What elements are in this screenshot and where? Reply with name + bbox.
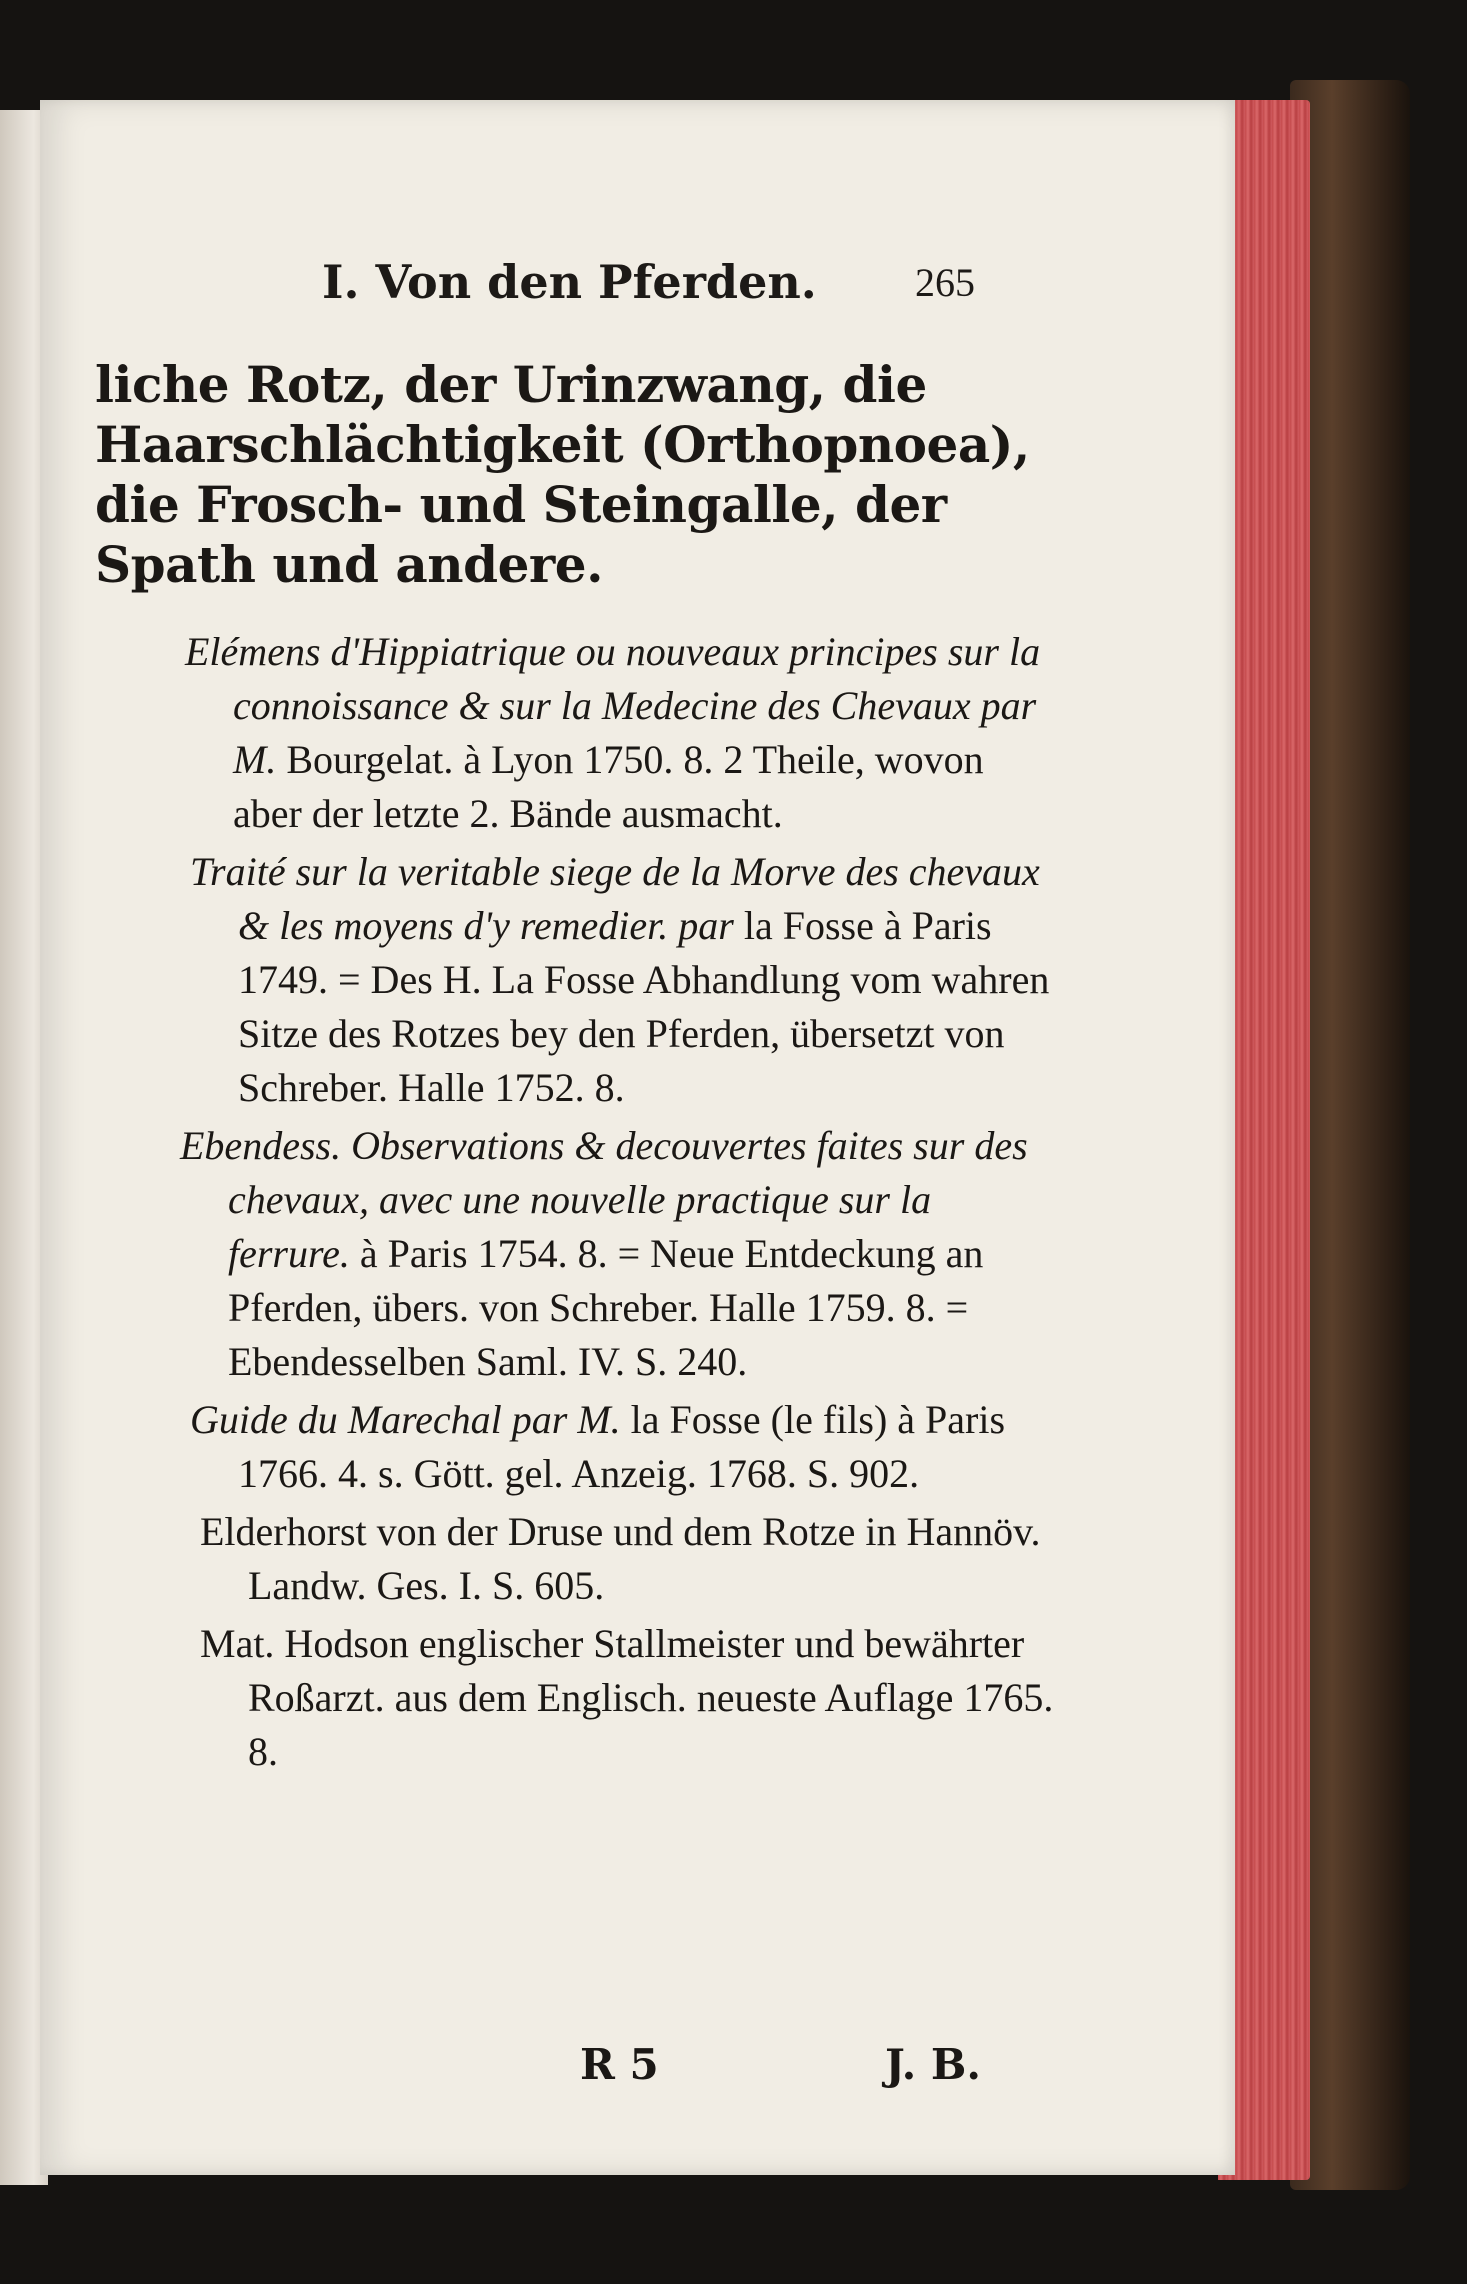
entry-text: Bourgelat. à Lyon 1750. 8. 2 Theile, wovon aber der letzte 2. Bände ausmacht. — [233, 737, 984, 836]
entry-text: la Fosse (le fils) à Paris 1766. 4. s. Gött. gel. Anzeig. 1768. S. 902. — [238, 1397, 1006, 1496]
entry-italic: Elémens d'Hippiatrique ou nouveaux principes sur la connoissance & sur la Medecine des Chevaux par M. — [185, 629, 1041, 782]
page-number: 265 — [915, 260, 975, 305]
bibliography-entry — [190, 1393, 1055, 1501]
signature-mark: R 5 — [580, 2040, 659, 2089]
catchword: J. B. — [885, 2040, 981, 2089]
running-title: I. Von den Pferden. — [322, 255, 817, 309]
entry-text: à Paris 1754. 8. = Neue Entdeckung an Pferden, übers. von Schreber. Halle 1759. 8. = Ebendesselben Saml. IV. S. 240. — [228, 1231, 984, 1384]
entry-italic: Ebendess. Observations & decouvertes faites sur des chevaux, avec une nouvelle practique sur la ferrure. — [180, 1123, 1028, 1276]
entry-text: Elderhorst von der Druse und dem Rotze in Hannöv. Landw. Ges. I. S. 605. — [200, 1509, 1041, 1608]
entry-italic: Guide du Marechal par M. — [190, 1397, 621, 1442]
entry-text: la Fosse à Paris 1749. = Des H. La Fosse Abhandlung vom wahren Sitze des Rotzes bey den Pferden, übersetzt von Schreber. Halle 1752. 8. — [238, 903, 1050, 1110]
book-page — [40, 100, 1235, 2175]
page-header — [40, 255, 1235, 325]
entry-italic: Traité sur la veritable siege de la Morve des chevaux & les moyens d'y remedier. par — [190, 849, 1040, 948]
bibliography-entry — [200, 1617, 1055, 1779]
page-body — [95, 355, 1055, 1783]
body-paragraph: liche Rotz, der Urinzwang, die Haarschlächtigkeit (Orthopnoea), die Frosch- und Steingalle, der Spath und andere. — [95, 355, 1030, 594]
page-footer — [40, 2040, 1235, 2090]
bibliography-entry — [200, 1505, 1055, 1613]
entry-text: Mat. Hodson englischer Stallmeister und bewährter Roßarzt. aus dem Englisch. neueste Auflage 1765. 8. — [200, 1621, 1054, 1774]
bibliography-entry — [180, 1119, 1055, 1389]
bibliography-entry — [190, 845, 1055, 1115]
bibliography-entry — [185, 625, 1055, 841]
